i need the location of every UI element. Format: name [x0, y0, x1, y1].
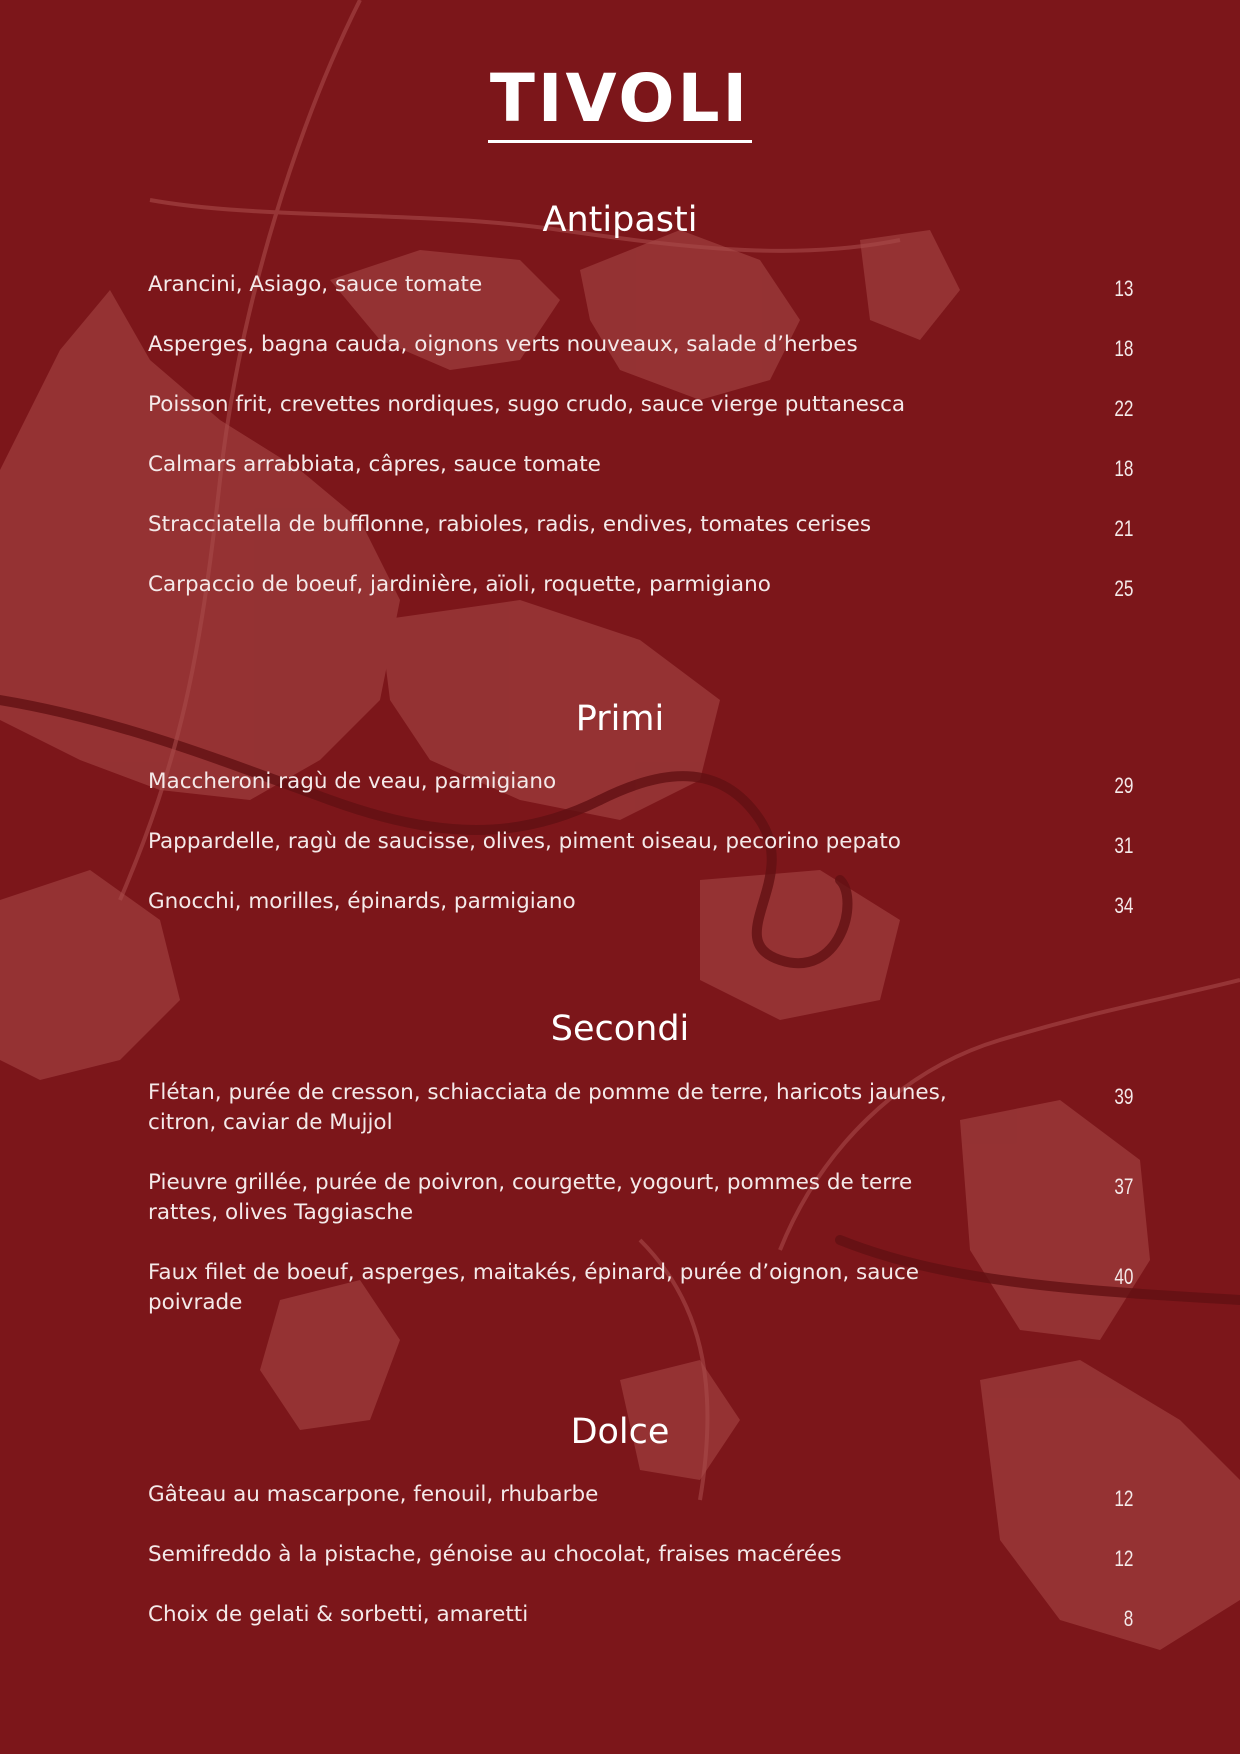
- dish-price: 25: [1113, 576, 1133, 601]
- dish-price: 12: [1113, 1486, 1133, 1511]
- dish-price: 13: [1113, 276, 1133, 301]
- menu-item: [148, 510, 1138, 540]
- menu-item: [148, 767, 1138, 797]
- dish-price: 40: [1113, 1264, 1133, 1289]
- dish-name: Calmars arrabbiata, câpres, sauce tomate: [148, 452, 601, 477]
- menu-item: [148, 1600, 1138, 1630]
- dish-price: 39: [1113, 1084, 1133, 1109]
- menu-item: [148, 827, 1138, 857]
- brand-logo: [0, 62, 1240, 143]
- dish-price: 18: [1113, 456, 1133, 481]
- menu-item: [148, 330, 1138, 360]
- dish-price: 34: [1113, 893, 1133, 918]
- dish-price: 21: [1113, 516, 1133, 541]
- section-title-antipasti: Antipasti: [542, 200, 698, 240]
- dish-name: Flétan, purée de cresson, schiacciata de pomme de terre, haricots jaunes, citron, caviar de Mujjol: [148, 1080, 947, 1135]
- menu-item: [148, 570, 1138, 600]
- menu-item: [148, 1168, 1138, 1228]
- dish-name: Pappardelle, ragù de saucisse, olives, piment oiseau, pecorino pepato: [148, 829, 901, 854]
- dish-name: Pieuvre grillée, purée de poivron, courgette, yogourt, pommes de terre rattes, olives Taggiasche: [148, 1170, 913, 1225]
- menu-item: [148, 1480, 1138, 1510]
- dish-name: Asperges, bagna cauda, oignons verts nouveaux, salade d’herbes: [148, 332, 858, 357]
- dish-name: Poisson frit, crevettes nordiques, sugo crudo, sauce vierge puttanesca: [148, 392, 906, 417]
- dish-price: 18: [1113, 336, 1133, 361]
- menu-item: [148, 1258, 1138, 1318]
- dish-price: 8: [1123, 1606, 1133, 1631]
- dish-name: Gâteau au mascarpone, fenouil, rhubarbe: [148, 1482, 599, 1507]
- dish-price: 22: [1113, 396, 1133, 421]
- dish-name: Gnocchi, morilles, épinards, parmigiano: [148, 889, 576, 914]
- menu-item: [148, 450, 1138, 480]
- menu-item: [148, 887, 1138, 917]
- section-title-dolce: Dolce: [570, 1412, 670, 1452]
- brand-name: TIVOLI: [488, 62, 752, 143]
- menu-item: [148, 1540, 1138, 1570]
- dish-name: Carpaccio de boeuf, jardinière, aïoli, roquette, parmigiano: [148, 572, 771, 597]
- section-title-secondi: Secondi: [550, 1009, 690, 1049]
- menu-item: [148, 270, 1138, 300]
- dish-price: 37: [1113, 1174, 1133, 1199]
- dish-name: Stracciatella de bufflonne, rabioles, radis, endives, tomates cerises: [148, 512, 872, 537]
- section-title-primi: Primi: [575, 699, 665, 739]
- menu-item: [148, 390, 1138, 420]
- dish-name: Semifreddo à la pistache, génoise au chocolat, fraises macérées: [148, 1542, 842, 1567]
- dish-name: Arancini, Asiago, sauce tomate: [148, 272, 483, 297]
- dish-name: Maccheroni ragù de veau, parmigiano: [148, 769, 557, 794]
- dish-price: 31: [1113, 833, 1133, 858]
- dish-name: Choix de gelati & sorbetti, amaretti: [148, 1602, 529, 1627]
- dish-price: 29: [1113, 773, 1133, 798]
- menu-item: [148, 1078, 1138, 1138]
- dish-price: 12: [1113, 1546, 1133, 1571]
- dish-name: Faux filet de boeuf, asperges, maitakés, épinard, purée d’oignon, sauce poivrade: [148, 1260, 920, 1315]
